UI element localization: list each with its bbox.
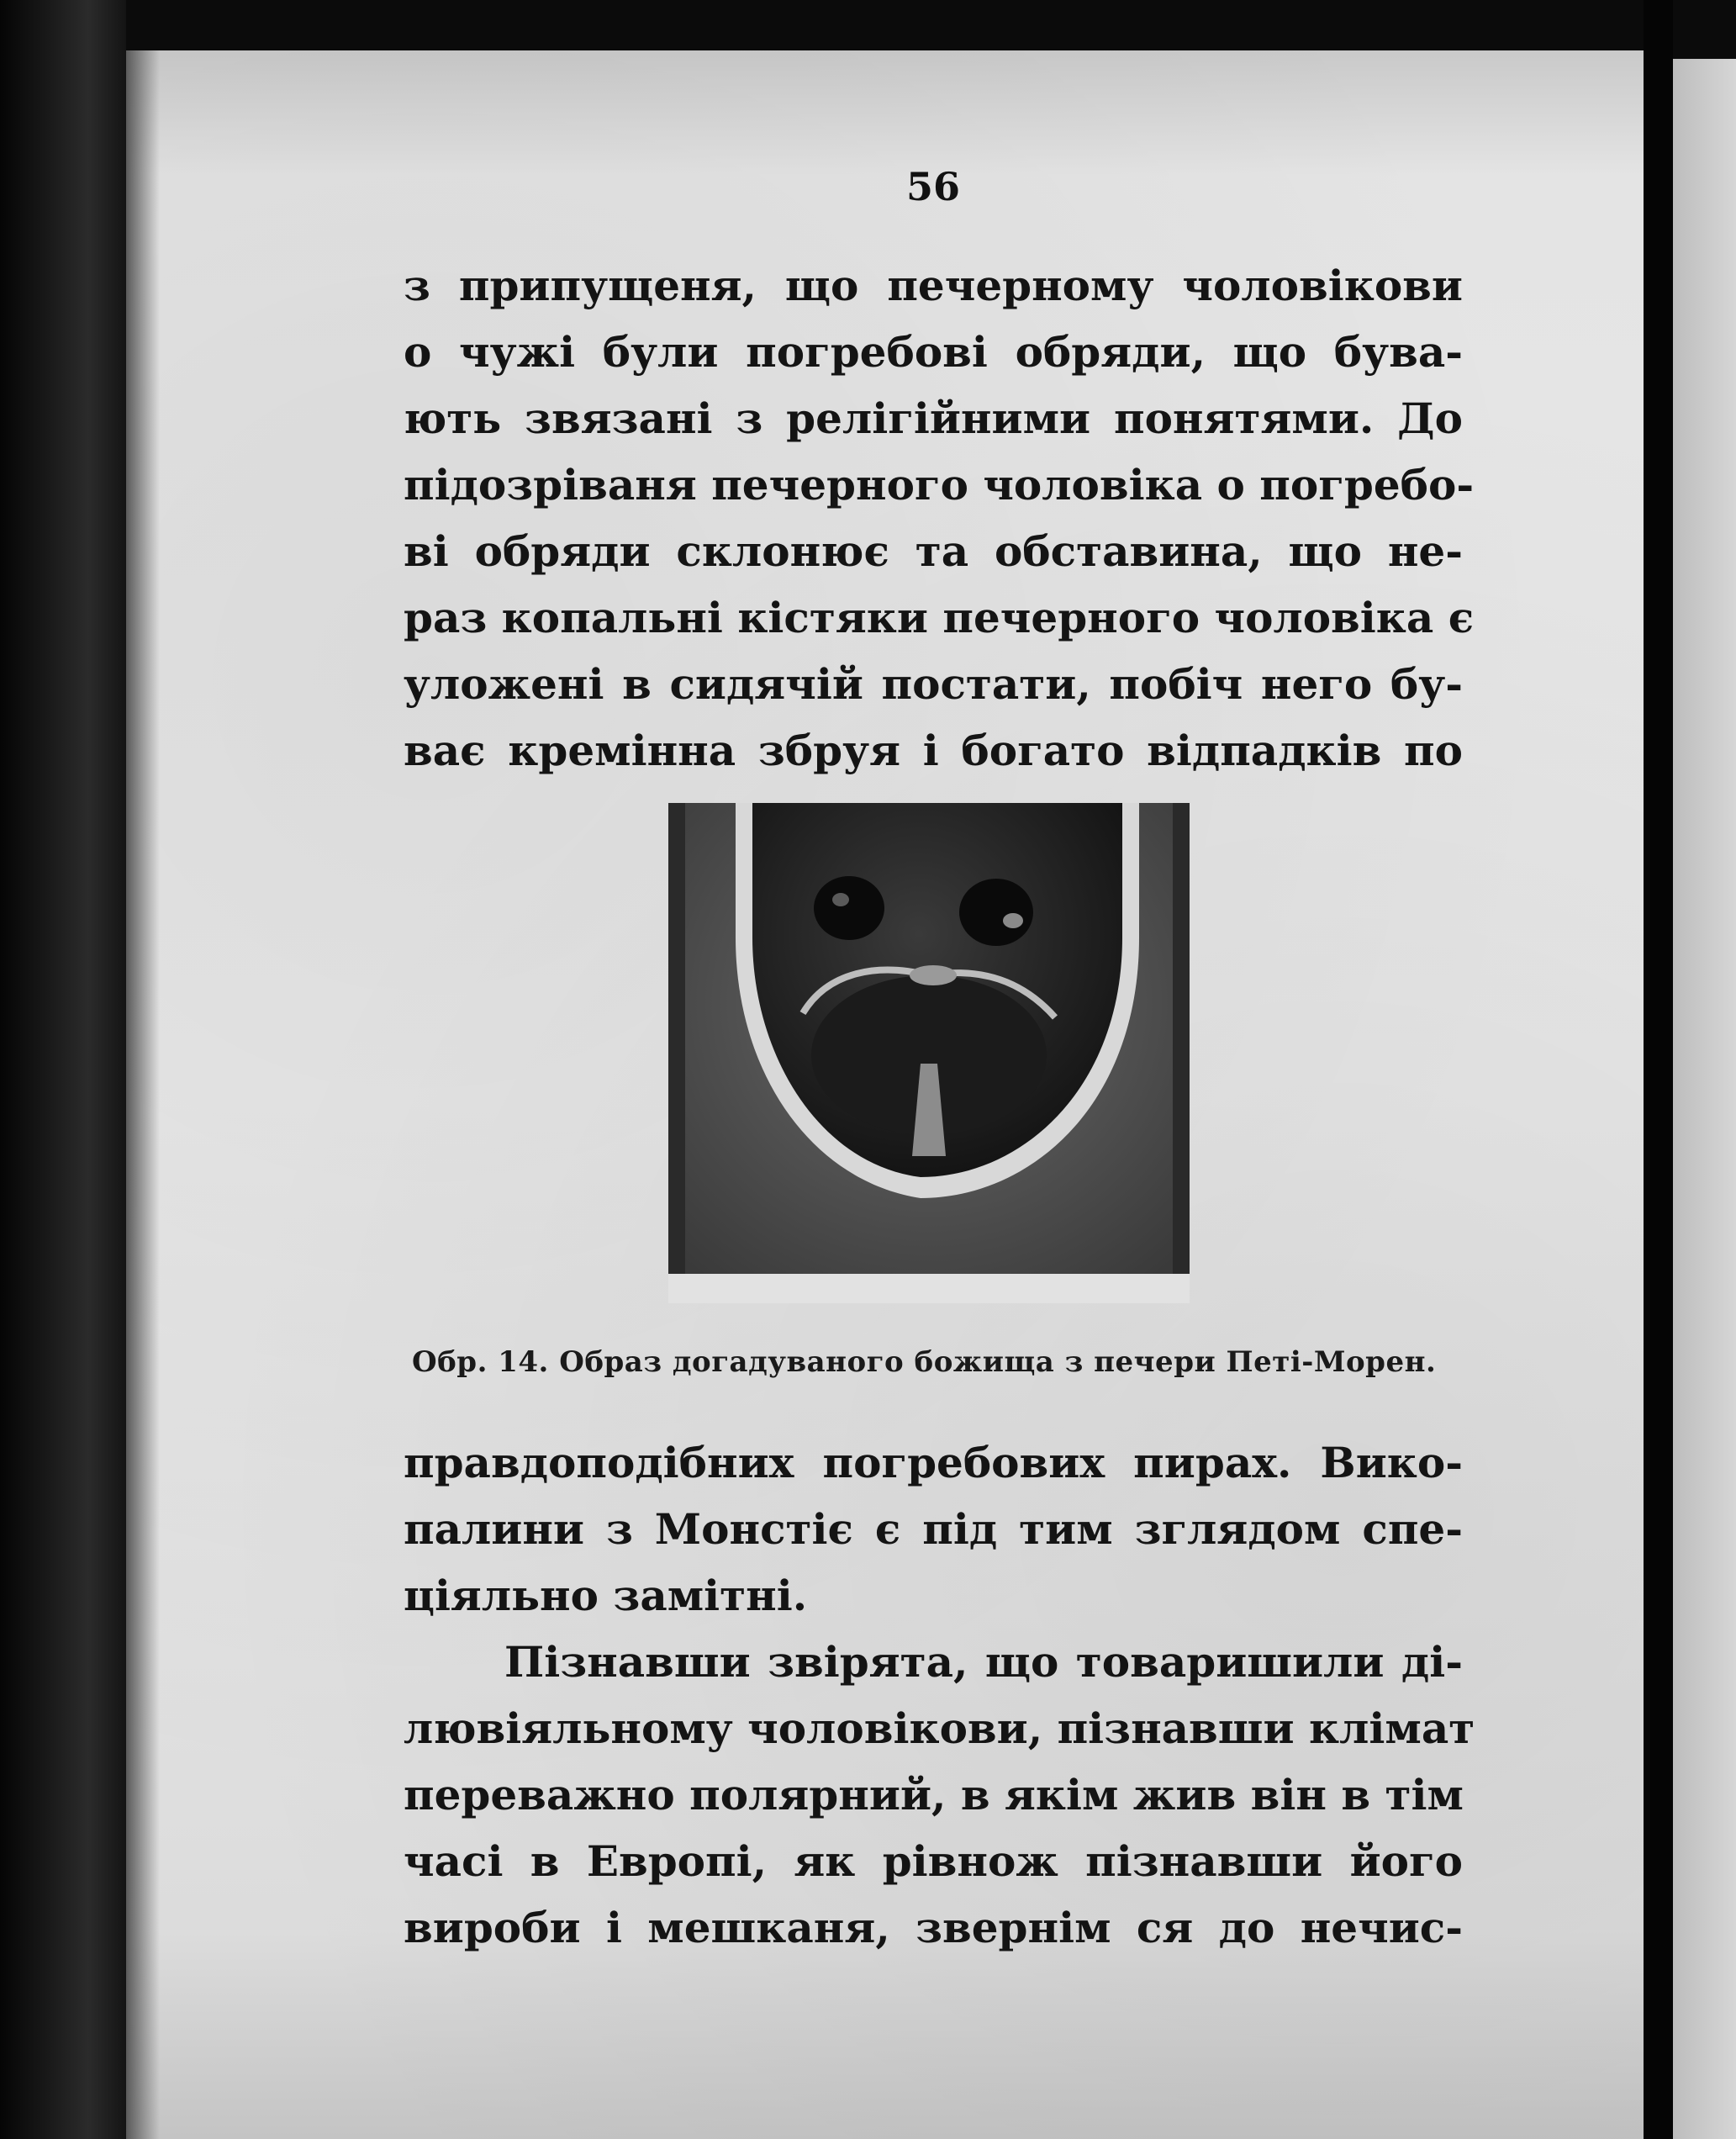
text-line: раз копальні кістяки печерного чоловіка є [404, 593, 1475, 642]
text-line: лювіяльному чоловікови, пізнавши клімат [404, 1703, 1475, 1753]
text-line: уложені в сидячій постати, побіч него бу- [404, 659, 1463, 709]
book-spine-shadow [0, 0, 126, 2139]
text-line: з припущеня, що печерному чоловікови [404, 261, 1463, 310]
text-line: ває кремінна збруя і богато відпадків по [404, 726, 1463, 775]
text-line: ціяльно замітні. [404, 1571, 808, 1620]
left-eye [814, 876, 884, 940]
text-line: переважно полярний, в якім жив він в тім [404, 1770, 1464, 1819]
page-gutter-shadow [126, 50, 160, 2139]
text-line: ві обряди склонює та обставина, що не- [404, 526, 1463, 576]
text-line: часі в Европі, як рівнож пізнавши його [404, 1836, 1463, 1886]
text-line: палини з Монстіє є під тим зглядом спе- [404, 1504, 1463, 1554]
right-eye [959, 879, 1033, 946]
book-gutter [1644, 0, 1673, 2139]
paragraph-top [404, 252, 1475, 784]
paragraph-bottom [404, 1429, 1475, 1961]
text-line: підозріваня печерного чоловіка о погребо- [404, 460, 1475, 510]
text-line: вироби і мешканя, звернім ся до нечис- [404, 1903, 1463, 1952]
figure-idol-image [668, 803, 1190, 1303]
text-line: ють звязані з релігійними понятями. До [404, 393, 1463, 443]
figure-caption: Обр. 14. Образ догадуваного божища з печери Петі-Морен. [412, 1345, 1437, 1379]
page-number: 56 [905, 164, 960, 209]
text-line: о чужі були погребові обряди, що бува- [404, 327, 1463, 377]
text-line: правдоподібних погребових пирах. Вико- [404, 1438, 1463, 1487]
facing-page-edge [1673, 59, 1736, 2139]
text-line: Пізнавши звірята, що товаришили ді- [504, 1637, 1463, 1687]
